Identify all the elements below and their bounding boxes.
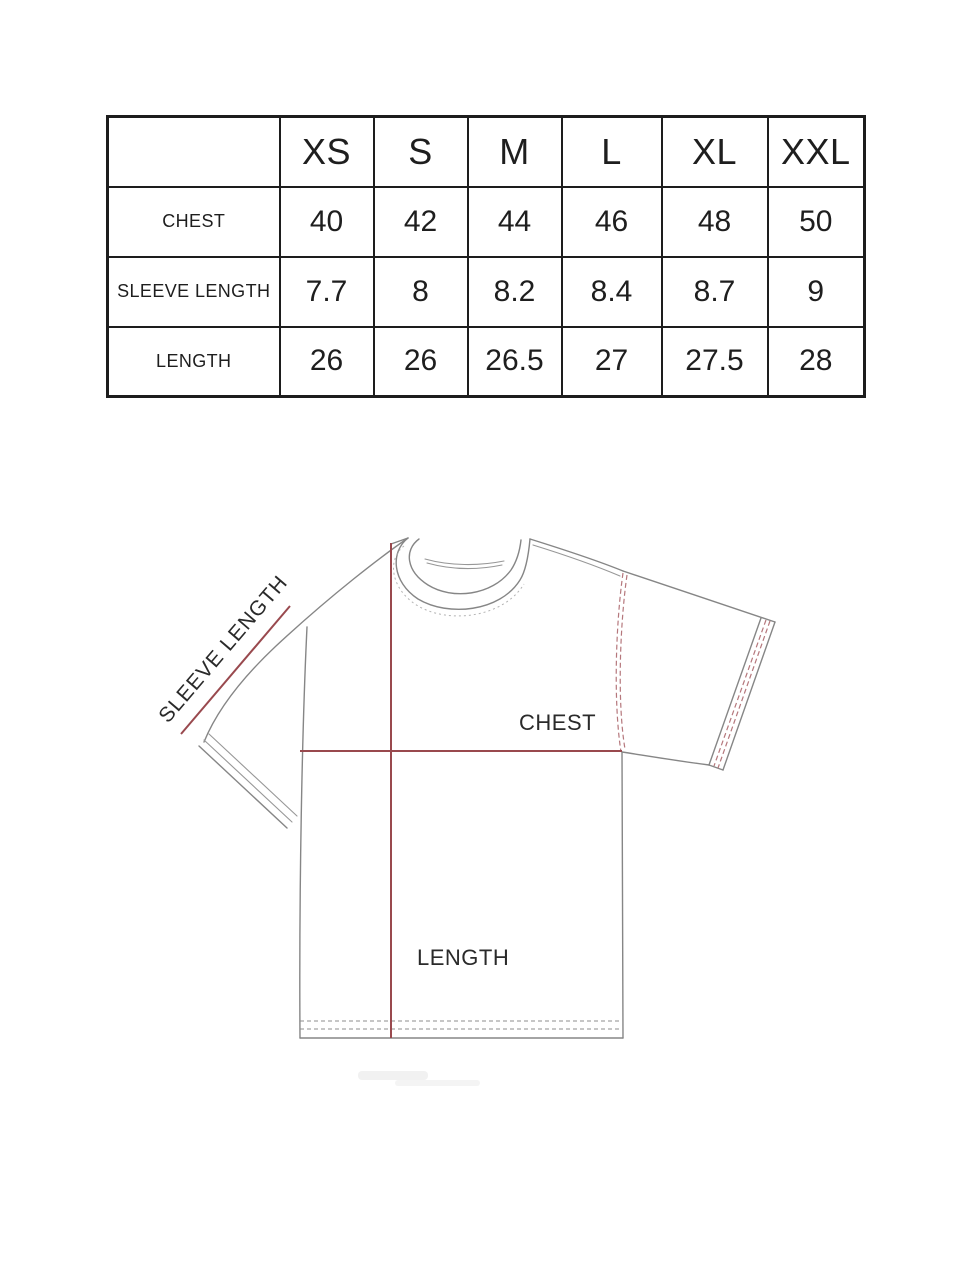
size-cell: 40 bbox=[280, 187, 374, 257]
tshirt-right-underarm-edge bbox=[622, 752, 709, 765]
column-header-xl: XL bbox=[662, 117, 768, 187]
size-cell: 26.5 bbox=[468, 327, 562, 397]
tshirt-right-cuff-stitch-seam bbox=[718, 621, 770, 768]
size-cell: 44 bbox=[468, 187, 562, 257]
tshirt-left-cuff-stitch bbox=[204, 740, 292, 822]
tshirt-right-cuff-stitch-seam bbox=[714, 620, 766, 766]
size-cell: 8.2 bbox=[468, 257, 562, 327]
size-cell: 27.5 bbox=[662, 327, 768, 397]
column-header-l: L bbox=[562, 117, 662, 187]
tshirt-left-cuff-stitch bbox=[209, 734, 297, 816]
column-header-xxl: XXL bbox=[768, 117, 865, 187]
tshirt-collar-inner-edge bbox=[409, 539, 521, 594]
tshirt-body-right-edge bbox=[622, 752, 623, 1038]
tshirt-back-neck-line bbox=[425, 559, 504, 565]
chest-label: CHEST bbox=[519, 710, 597, 735]
column-header-s: S bbox=[374, 117, 468, 187]
size-cell: 8.4 bbox=[562, 257, 662, 327]
tshirt-back-neck-line bbox=[427, 563, 502, 569]
size-cell: 26 bbox=[374, 327, 468, 397]
tshirt-right-cuff-outer-edge bbox=[723, 622, 775, 770]
row-label-length: LENGTH bbox=[108, 327, 280, 397]
tshirt-right-cuff-inner-edge bbox=[709, 618, 761, 765]
column-header-xs: XS bbox=[280, 117, 374, 187]
sleeve-length-label: SLEEVE LENGTH bbox=[154, 571, 293, 728]
tshirt-armhole-seam bbox=[620, 575, 627, 749]
column-header-m: M bbox=[468, 117, 562, 187]
size-cell: 28 bbox=[768, 327, 865, 397]
tshirt-left-cuff-edge bbox=[199, 746, 287, 828]
tshirt-right-sleeve-top-edge bbox=[623, 571, 775, 622]
faint-smudge bbox=[358, 1071, 480, 1086]
size-cell: 42 bbox=[374, 187, 468, 257]
tshirt-right-shoulder-seam bbox=[530, 539, 623, 571]
size-cell: 48 bbox=[662, 187, 768, 257]
size-cell: 8.7 bbox=[662, 257, 768, 327]
tshirt-body-left-edge bbox=[300, 627, 307, 1038]
tshirt-right-shoulder-seam-inner bbox=[533, 545, 620, 576]
tshirt-right-cuff-bottom bbox=[709, 765, 723, 770]
length-label: LENGTH bbox=[417, 945, 510, 970]
row-label-sleeve-length: SLEEVE LENGTH bbox=[108, 257, 280, 327]
row-label-chest: CHEST bbox=[108, 187, 280, 257]
size-cell: 50 bbox=[768, 187, 865, 257]
size-cell: 7.7 bbox=[280, 257, 374, 327]
size-cell: 27 bbox=[562, 327, 662, 397]
size-cell: 46 bbox=[562, 187, 662, 257]
tshirt-armhole-seam bbox=[616, 573, 623, 752]
size-cell: 8 bbox=[374, 257, 468, 327]
size-cell: 9 bbox=[768, 257, 865, 327]
tshirt-collar-outer-edge bbox=[396, 538, 530, 609]
size-cell: 26 bbox=[280, 327, 374, 397]
tshirt-collar-stitch bbox=[394, 546, 524, 616]
